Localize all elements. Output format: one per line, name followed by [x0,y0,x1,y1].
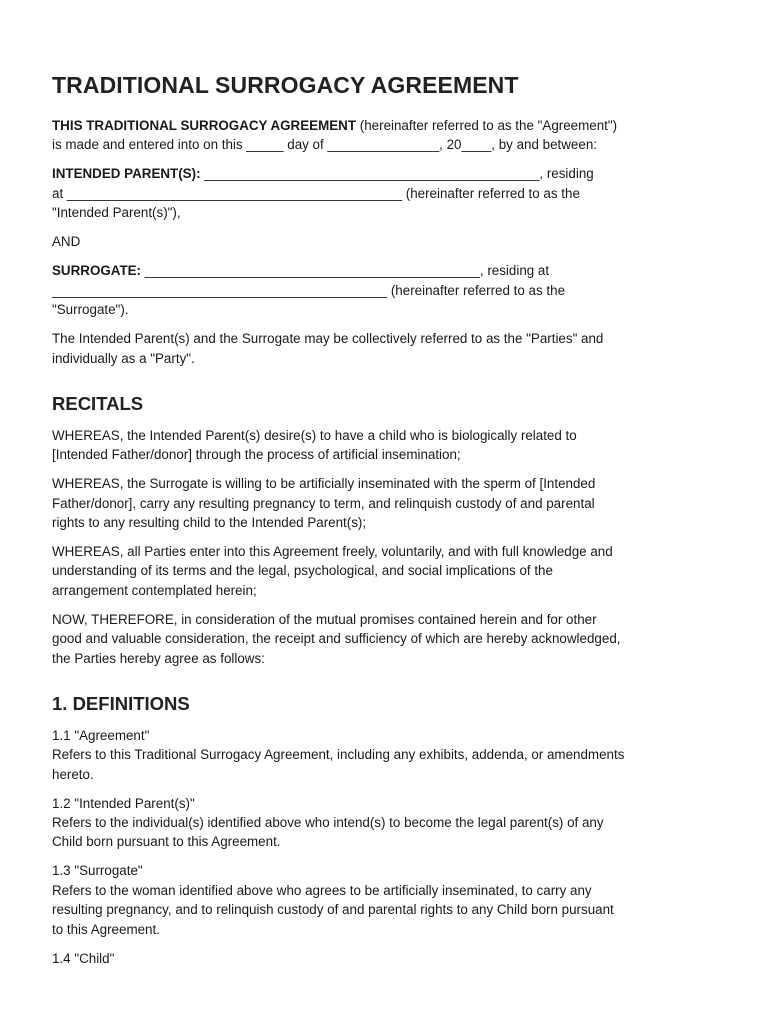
parties-line: The Intended Parent(s) and the Surrogate may be collectively referred to as the "Parties" and [52,331,604,347]
surrogate-paragraph [52,261,720,319]
recital-paragraph [52,426,720,465]
definition-term: 1.4 "Child" [52,950,115,966]
surrogate-label: SURROGATE: [52,263,142,279]
definition-line: Child born pursuant to this Agreement. [52,834,281,850]
definition-line: Refers to the woman identified above who agrees to be artificially inseminated, to carry any [52,882,592,898]
definition-term: 1.3 "Surrogate" [52,863,143,879]
intended-parents-paragraph [52,164,720,222]
definition-line: hereto. [52,766,94,782]
definition-term: 1.2 "Intended Parent(s)" [52,795,195,811]
surrogate-name-line: _____________________________________________, residing at [141,263,550,279]
definition-line: resulting pregnancy, and to relinquish custody of and parental rights to any Child born pursuant [52,902,614,918]
recital-line: WHEREAS, the Surrogate is willing to be artificially inseminated with the sperm of [Intended [52,476,596,492]
intro-paragraph [52,116,720,155]
recital-paragraph [52,542,720,600]
definition-item [52,949,720,968]
and-separator: AND [52,234,81,250]
definition-line: Refers to the individual(s) identified above who intend(s) to become the legal parent(s) of any [52,815,604,831]
recital-line: [Intended Father/donor] through the process of artificial insemination; [52,447,461,463]
intro-line1-rest: (hereinafter referred to as the "Agreement") [356,118,618,133]
recital-paragraph [52,610,720,668]
recitals-heading: RECITALS [52,392,144,414]
recital-line: Father/donor], carry any resulting pregnancy to term, and relinquish custody of and parental [52,495,595,511]
intended-parents-address-line: at _____________________________________________ (hereinafter referred to as the [52,185,580,201]
surrogate-address-line: _____________________________________________ (hereinafter referred to as the [52,282,566,298]
recital-line: rights to any resulting child to the Intended Parent(s); [52,515,367,531]
parties-line: individually as a "Party". [52,350,195,366]
recital-line: WHEREAS, all Parties enter into this Agreement freely, voluntarily, and with full knowledge and [52,544,613,559]
definition-term: 1.1 "Agreement" [52,727,150,743]
definition-item [52,794,720,852]
intended-parents-name-line: _____________________________________________, residing [200,166,594,182]
definition-item [52,861,720,939]
parties-paragraph [52,329,720,368]
recital-line: good and valuable consideration, the receipt and sufficiency of which are hereby acknowledged, [52,631,621,647]
intro-bold-title: THIS TRADITIONAL SURROGACY AGREEMENT [52,118,357,133]
recital-line: the Parties hereby agree as follows: [52,650,265,666]
document-title: TRADITIONAL SURROGACY AGREEMENT [52,72,519,98]
intended-parents-label: INTENDED PARENT(S): [52,166,201,182]
intended-parents-defined-term: "Intended Parent(s)"), [52,205,181,221]
recital-paragraph [52,474,720,532]
recital-line: understanding of its terms and the legal, psychological, and social implications of the [52,563,553,579]
definition-line: to this Agreement. [52,921,160,937]
recital-line: NOW, THEREFORE, in consideration of the mutual promises contained herein and for other [52,611,597,627]
definitions-heading: 1. DEFINITIONS [52,692,190,714]
definition-line: Refers to this Traditional Surrogacy Agreement, including any exhibits, addenda, or amendments [52,747,625,763]
document-page [52,70,720,968]
definition-item [52,726,720,784]
intro-line2: is made and entered into on this _____ day of _______________, 20____, by and between: [52,137,597,153]
recital-line: WHEREAS, the Intended Parent(s) desire(s) to have a child who is biologically related to [52,427,577,443]
recital-line: arrangement contemplated herein; [52,582,257,598]
surrogate-defined-term: "Surrogate"). [52,302,129,318]
